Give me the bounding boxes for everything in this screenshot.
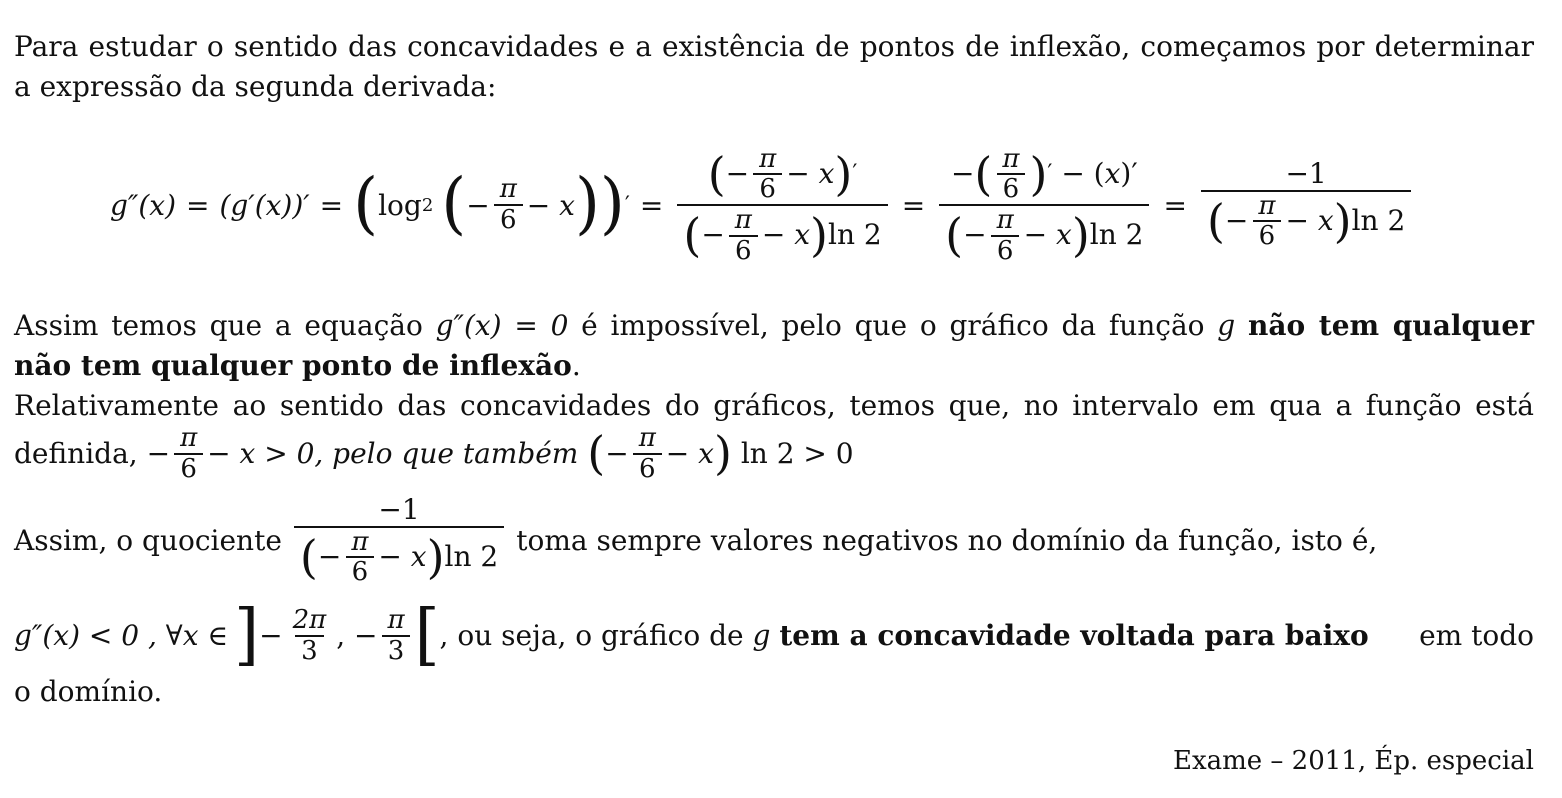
equation-inline: g″(x) = 0 [435,309,569,342]
concavity-line-1: Relativamente ao sentido das concavidades do gráficos, temos que, no intervalo em qua a função está [14,389,1534,422]
concavity-line-2: definida, − $\frac{\pi}{6}$ − x > 0, pelo que também ( − $\frac{\pi}{6}$ − x ) ln 2 > 0 [14,423,854,484]
eq-sign-3: = [639,188,664,222]
intro-line-2 [14,67,496,107]
eq-step-1: (g′(x))′ [219,188,310,222]
domain-conclusion-line-2: o domínio. [14,675,163,708]
eq-lhs: g″(x) [110,188,177,222]
eq-sign-2: = [319,188,344,222]
bold-conclusion: não tem qualquer ponto de inflexão [0,346,572,386]
eq-fraction-3: −1 ( − $\frac{\pi}{6}$ − x ) ln 2 [1201,159,1411,251]
eq-sign-5: = [1163,188,1187,222]
quotient-fraction: −1 ( − $\frac{\pi}{6}$ − x ) ln 2 [294,495,504,587]
eq-step-2: ( log 2 ( − $\frac{\pi}{6}$ − x ) ) ′ [353,165,630,244]
source-reference: Exame – 2011, Ép. especial [1172,746,1534,776]
quotient-line: Assim, o quociente −1 ( − $\frac{\pi}{6}$ − x ) ln 2 toma sempre valores negativos no domínio da função, isto é, [14,493,1378,588]
eq-sign-1: = [186,188,210,222]
intro-text-2: a expressão da segunda derivada: [14,70,497,103]
second-derivative-equation [110,130,1415,280]
intro-text-1: Para estudar o sentido das concavidades e a existência de pontos de inflexão, começamos por determinar [14,30,1534,63]
eq-sign-4: = [901,188,926,222]
eq-fraction-2: − ( $\frac{\pi}{6}$ ) ′ − ( x )′ ( − $\frac{\pi}{6}$ − x ) ln 2 [939,145,1149,265]
inflection-conclusion-line-2: não tem qualquer ponto de inflexão. [14,346,581,386]
eq-fraction-1: ( − $\frac{\pi}{6}$ − x ) ′ ( − $\frac{\pi}{6}$ − x ) ln 2 [677,145,887,265]
bold-concavity: tem a concavidade voltada para baixo [779,619,1369,652]
domain-conclusion-line-1: g″(x) < 0 , ∀x ∈ ] − $\frac{2\pi}{3}$ , − $\frac{\pi}{3}$ [ , ou seja, o gráfico de g tem a concavidade voltada para baixo em todo [14,596,1534,675]
inflection-conclusion-line-1: Assim temos que a equação g″(x) = 0 é impossível, pelo que o gráfico da função g não tem qualquer [14,309,1534,342]
